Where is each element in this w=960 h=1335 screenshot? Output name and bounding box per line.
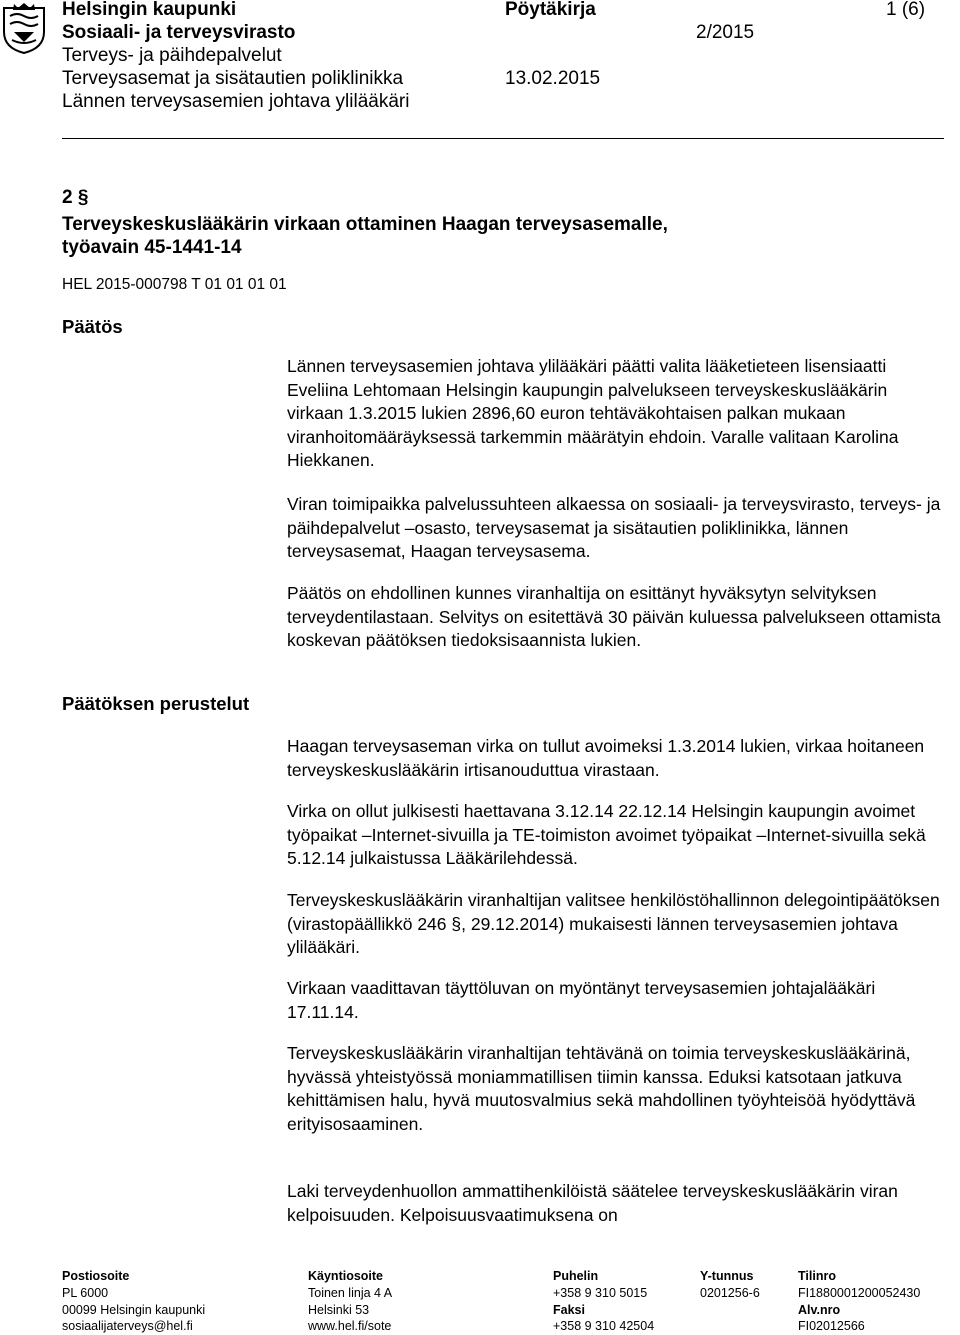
footer-visit-city: Helsinki 53 xyxy=(308,1302,370,1317)
record-id: HEL 2015-000798 T 01 01 01 01 xyxy=(62,276,287,293)
sub-unit-name: Terveysasemat ja sisätautien poliklinikka xyxy=(62,68,404,89)
department: Sosiaali- ja terveysvirasto xyxy=(62,22,296,43)
item-title-line2: työavain 45-1441-14 xyxy=(62,237,242,258)
decision-paragraph-2: Viran toimipaikka palvelussuhteen alkaessa on sosiaali- ja terveysvirasto, terveys- ja päihdepalvelut –osasto, terveysasemat ja sisätautien poliklinikka, lännen terveysasemat, Haagan terveysasema. xyxy=(287,494,941,562)
grounds-paragraph-5: Terveyskeskuslääkärin viranhaltijan tehtävänä on toimia terveyskeskuslääkärinä, hyvässä yhteistyössä moniammatillisen tiimin kanssa. Eduksi katsotaan jatkuva kehittämisen halu, hyvä muutosvalmius sekä mahdollinen työyhteisöä hyödyttävä erityisosaaminen. xyxy=(287,1043,916,1134)
grounds-paragraph-1: Haagan terveysaseman virka on tullut avoimeksi 1.3.2014 lukien, virkaa hoitaneen terveyskeskuslääkärin irtisanouduttua virastaan. xyxy=(287,736,925,780)
footer-fax-number: +358 9 310 42504 xyxy=(553,1319,655,1334)
org-name: Helsingin kaupunki xyxy=(62,0,237,20)
grounds-paragraph-2: Virka on ollut julkisesti haettavana 3.12.14 22.12.14 Helsingin kaupungin avoimet työpaikat –Internet-sivuilla ja TE-toimiston avoimet työpaikat –Internet-sivuilla sekä 5.12.14 julkaistussa Lääkärilehdessä. xyxy=(287,801,926,869)
footer-phone-number: +358 9 310 5015 xyxy=(553,1285,648,1300)
doc-type: Pöytäkirja xyxy=(505,0,596,20)
footer-vat-number: FI02012566 xyxy=(798,1319,865,1334)
meeting-date: 13.02.2015 xyxy=(505,68,601,89)
footer-account-number: FI1880001200052430 xyxy=(798,1285,921,1300)
grounds-paragraph-4: Virkaan vaadittavan täyttöluvan on myöntänyt terveysasemien johtajalääkäri 17.11.14. xyxy=(287,978,876,1022)
item-number: 2 § xyxy=(62,187,89,208)
footer-phone xyxy=(553,1268,654,1335)
grounds-label: Päätöksen perustelut xyxy=(62,693,250,714)
footer-website: www.hel.fi/sote xyxy=(308,1319,392,1334)
decision-paragraph-1: Lännen terveysasemien johtava ylilääkäri päätti valita lääketieteen lisensiaatti Eveliina Lehtomaan Helsingin kaupungin palvelukseen terveyskeskuslääkärin virkaan 1.3.2015 lukien 2896,60 euron tehtäväkohtaisen palkan mukaan viranhoitomääräyksessä tarkemmin määrätyin ehdoin. Varalle valitaan Karolina Hiekkanen. xyxy=(287,356,899,471)
footer-ytunnus-label: Y-tunnus xyxy=(700,1269,754,1283)
item-title-line1: Terveyskeskuslääkärin virkaan ottaminen Haagan terveysasemalle, xyxy=(62,214,668,235)
header-divider xyxy=(62,138,944,139)
footer-ytunnus xyxy=(700,1268,760,1302)
footer-postal-city: 00099 Helsingin kaupunki xyxy=(62,1302,206,1317)
footer-vat-label: Alv.nro xyxy=(798,1302,841,1317)
footer-visit xyxy=(308,1268,392,1335)
decision-paragraph-3: Päätös on ehdollinen kunnes viranhaltija on esittänyt hyväksytyn selvityksen terveydentilastaan. Selvitys on esitettävä 30 päivän kuluessa palvelukseen ottamista koskevan päätöksen tiedoksisaannista lukien. xyxy=(287,583,941,651)
footer-visit-street: Toinen linja 4 A xyxy=(308,1285,393,1300)
footer-account xyxy=(798,1268,920,1335)
footer-visit-label: Käyntiosoite xyxy=(308,1269,384,1283)
decision-label: Päätös xyxy=(62,316,123,337)
footer-postal-label: Postiosoite xyxy=(62,1269,130,1283)
footer-email: sosiaalijaterveys@hel.fi xyxy=(62,1319,193,1334)
grounds-paragraph-3: Terveyskeskuslääkärin viranhaltijan valitsee henkilöstöhallinnon delegointipäätöksen (virastopäällikkö 246 §, 29.12.2014) mukaisesti lännen terveysasemien johtava ylilääkäri. xyxy=(287,890,940,958)
unit-name: Terveys- ja päihdepalvelut xyxy=(62,45,282,66)
page-number: 1 (6) xyxy=(886,0,926,20)
official-title: Lännen terveysasemien johtava ylilääkäri xyxy=(62,91,410,112)
footer-phone-label: Puhelin xyxy=(553,1269,599,1283)
helsinki-crest-logo xyxy=(2,2,46,54)
minutes-number: 2/2015 xyxy=(696,22,755,43)
footer-fax-label: Faksi xyxy=(553,1302,585,1317)
grounds-paragraph-6: Laki terveydenhuollon ammattihenkilöistä säätelee terveyskeskuslääkärin viran kelpoisuuden. Kelpoisuusvaatimuksena on xyxy=(287,1181,898,1225)
footer-ytunnus-value: 0201256-6 xyxy=(700,1285,760,1300)
footer-postal-box: PL 6000 xyxy=(62,1285,109,1300)
footer-postal xyxy=(62,1268,205,1335)
footer-account-label: Tilinro xyxy=(798,1269,836,1283)
